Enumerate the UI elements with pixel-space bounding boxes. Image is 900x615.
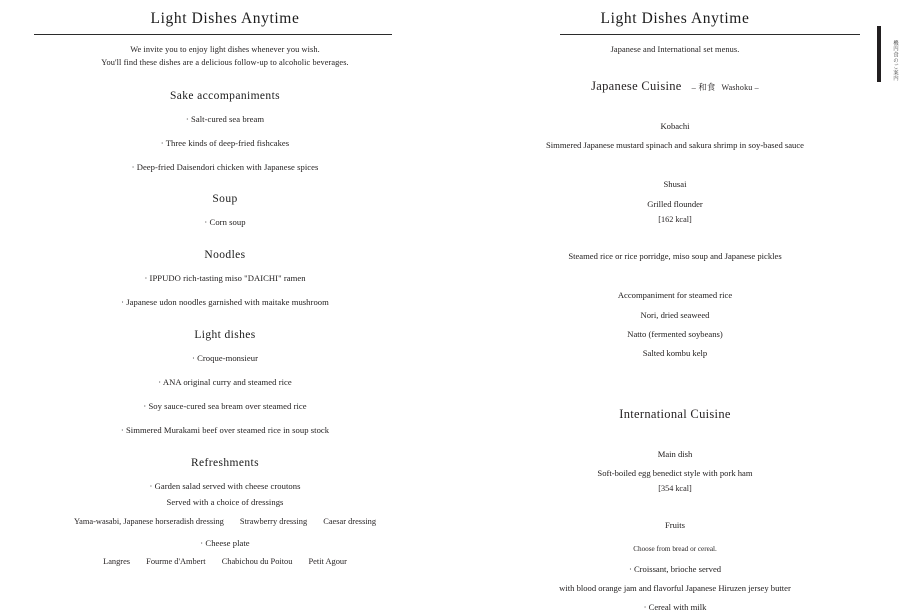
menu-item: · Corn soup [204, 217, 246, 228]
japanese-cuisine-label: Japanese Cuisine [591, 78, 682, 93]
left-intro [0, 44, 450, 70]
bread-or-cereal-note: Choose from bread or cereal. [633, 544, 717, 553]
right-intro [450, 44, 900, 57]
menu-item-note: Served with a choice of dressings [166, 496, 284, 507]
main-dish-description: Soft-boiled egg benedict style with pork ham [597, 467, 753, 478]
accompaniment-item: Salted kombu kelp [642, 348, 708, 359]
section-heading-japanese-cuisine [450, 79, 900, 94]
dressing-option: Strawberry dressing [239, 517, 308, 527]
right-page-title: Light Dishes Anytime [600, 10, 750, 27]
accompaniment-item: Natto (fermented soybeans) [627, 329, 723, 340]
main-dish-label: Main dish [657, 448, 693, 459]
dressing-option: Caesar dressing [323, 517, 377, 527]
course-label-kobachi: Kobachi [660, 120, 690, 131]
cheese-options [0, 557, 450, 566]
rice-and-soup-line: Steamed rice or rice porridge, miso soup and Japanese pickles [568, 251, 782, 262]
cheese-option: Chabichou du Poitou [221, 557, 293, 567]
cheese-option: Fourme d'Ambert [146, 557, 206, 567]
fruits-label: Fruits [664, 520, 686, 531]
dressing-option: Yama-wasabi, Japanese horseradish dressing [73, 517, 224, 527]
dressing-options [0, 517, 450, 526]
section-heading-sake: Sake accompaniments [169, 89, 281, 102]
menu-item: · Japanese udon noodles garnished with maitake mushroom [121, 297, 329, 308]
section-heading-refreshments: Refreshments [190, 456, 260, 469]
section-heading-international-cuisine [450, 407, 900, 422]
left-page-title: Light Dishes Anytime [150, 10, 300, 27]
section-heading-light-dishes: Light dishes [194, 329, 256, 342]
japanese-cuisine-label-romaji: Washoku – [721, 82, 759, 92]
menu-item: · Soy sauce-cured sea bream over steamed rice [143, 400, 307, 411]
left-title-divider [34, 34, 392, 35]
accompaniment-item: Nori, dried seaweed [640, 309, 710, 320]
cheese-option: Petit Agour [308, 557, 347, 567]
right-page-column [450, 0, 900, 613]
right-intro-line: Japanese and International set menus. [610, 45, 740, 54]
bread-option-line-2: with blood orange jam and flavorful Japanese Hiruzen jersey butter [559, 582, 791, 593]
menu-item: · Croque-monsieur [191, 353, 258, 364]
menu-item: · Three kinds of deep-fried fishcakes [160, 137, 290, 148]
japanese-cuisine-label-jp: – 和食 [691, 82, 716, 92]
menu-item: · IPPUDO rich-tasting miso "DAICHI" ramen [144, 273, 306, 284]
left-page-column [0, 0, 450, 567]
menu-item: · ANA original curry and steamed rice [158, 376, 292, 387]
international-cuisine-label: International Cuisine [619, 406, 731, 421]
section-heading-soup: Soup [212, 193, 238, 206]
main-dish-kcal: [354 kcal] [658, 484, 692, 494]
left-intro-line-2: You'll find these dishes are a delicious follow-up to alcoholic beverages. [101, 57, 349, 67]
menu-item: · Salt-cured sea bream [185, 113, 265, 124]
course-label-shusai: Shusai [663, 179, 687, 190]
right-title-divider [560, 34, 860, 35]
menu-item: · Garden salad served with cheese croutons [149, 480, 301, 491]
menu-item-cheese-plate: · Cheese plate [200, 538, 250, 549]
edge-vertical-label: 機内食のご案内 [892, 40, 898, 82]
edge-marker-bar [877, 26, 881, 82]
course-kcal-shusai: [162 kcal] [658, 215, 692, 225]
bread-option-line-1: · Croissant, brioche served [628, 563, 722, 574]
left-intro-line-1: We invite you to enjoy light dishes whenever you wish. [130, 45, 320, 54]
course-description-shusai: Grilled flounder [647, 198, 703, 209]
cheese-option: Langres [103, 557, 131, 567]
section-heading-noodles: Noodles [204, 249, 246, 262]
accompaniment-label: Accompaniment for steamed rice [617, 290, 733, 301]
menu-item: · Deep-fried Daisendori chicken with Japanese spices [131, 161, 319, 172]
cereal-option-line: · Cereal with milk [643, 602, 707, 613]
course-description-kobachi: Simmered Japanese mustard spinach and sakura shrimp in soy-based sauce [546, 140, 804, 151]
menu-item: · Simmered Murakami beef over steamed rice in soup stock [120, 424, 330, 435]
